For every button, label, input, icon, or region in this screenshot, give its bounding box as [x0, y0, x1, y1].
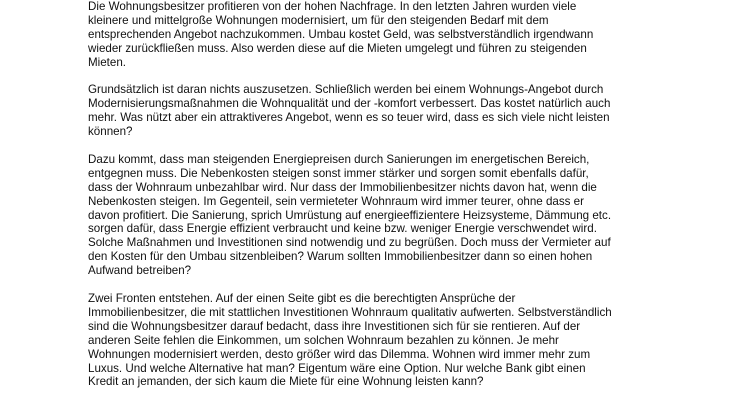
text-line: Mieten.: [88, 55, 127, 69]
text-line: kleinere und mittelgroße Wohnungen modernisiert, um für den steigenden Bedarf mit dem: [88, 13, 549, 27]
text-line: mehr. Was nützt aber ein attraktiveres Angebot, wenn es so teuer wird, dass es sich viele nicht leisten: [88, 111, 610, 125]
text-line: Immobilienbesitzer, die mit stattlichen Investitionen Wohnraum qualitativ aufwerten. Selbstverständlich: [88, 305, 612, 319]
text-line: Kredit an jemanden, der sich kaum die Miete für eine Wohnung leisten kann?: [88, 375, 484, 389]
paragraph-4: [88, 292, 688, 389]
text-line: davon profitiert. Die Sanierung, sprich Umrüstung auf energieeffizientere Heizsysteme, Dämmung etc.: [88, 208, 612, 222]
text-line: Dazu kommt, dass man steigenden Energiepreisen durch Sanierungen im energetischen Bereich,: [88, 152, 590, 166]
paragraph-1: [88, 0, 688, 70]
text-line: Solche Maßnahmen und Investitionen sind notwendig und zu begrüßen. Doch muss der Vermieter auf: [88, 236, 611, 250]
text-line: wieder zurückfließen muss. Also werden diese auf die Mieten umgelegt und führen zu steigenden: [88, 41, 587, 55]
text-line: den Kosten für den Umbau sitzenbleiben? Warum sollten Immobilienbesitzer dann so einen hohen: [88, 250, 593, 264]
text-line: dass der Wohnraum unbezahlbar wird. Nur dass der Immobilienbesitzer nichts davon hat, wenn die: [88, 180, 597, 194]
text-line: Nebenkosten steigen. Im Gegenteil, sein vermieteter Wohnraum wird immer teurer, ohne dass er: [88, 194, 584, 208]
text-line: Modernisierungsmaßnahmen die Wohnqualität und der -komfort verbessert. Das kostet natürlich auch: [88, 97, 611, 111]
text-line: Wohnungen modernisiert werden, desto größer wird das Dilemma. Wohnen wird immer mehr zum: [88, 347, 591, 361]
text-line: entsprechenden Angebot nachzukommen. Umbau kostet Geld, was selbstverständlich irgendwann: [88, 27, 594, 41]
text-line: sorgen dafür, dass Energie effizient verbraucht und keine bzw. weniger Energie verschwendet wird.: [88, 222, 597, 236]
text-line: können?: [88, 125, 133, 139]
text-line: sind die Wohnungsbesitzer darauf bedacht, dass ihre Investitionen sich für sie rentieren. Auf der: [88, 319, 581, 333]
text-line: Zwei Fronten entstehen. Auf der einen Seite gibt es die berechtigten Ansprüche der: [88, 291, 516, 305]
text-line: Luxus. Und welche Alternative hat man? Eigentum wäre eine Option. Nur welche Bank gibt einen: [88, 361, 586, 375]
text-line: Grundsätzlich ist daran nichts auszusetzen. Schließlich werden bei einem Wohnungs-Angebot durch: [88, 83, 604, 97]
paragraph-2: [88, 83, 688, 139]
paragraph-3: [88, 153, 688, 278]
text-line: anderen Seite fehlen die Einkommen, um solchen Wohnraum bezahlen zu können. Je mehr: [88, 333, 559, 347]
text-line: Aufwand betreiben?: [88, 264, 192, 278]
document-page: [88, 0, 688, 403]
text-line: Die Wohnungsbesitzer profitieren von der hohen Nachfrage. In den letzten Jahren wurden viele: [88, 0, 577, 13]
text-line: entgegnen muss. Die Nebenkosten steigen sonst immer stärker und sorgen somit ebenfalls dafür,: [88, 166, 589, 180]
